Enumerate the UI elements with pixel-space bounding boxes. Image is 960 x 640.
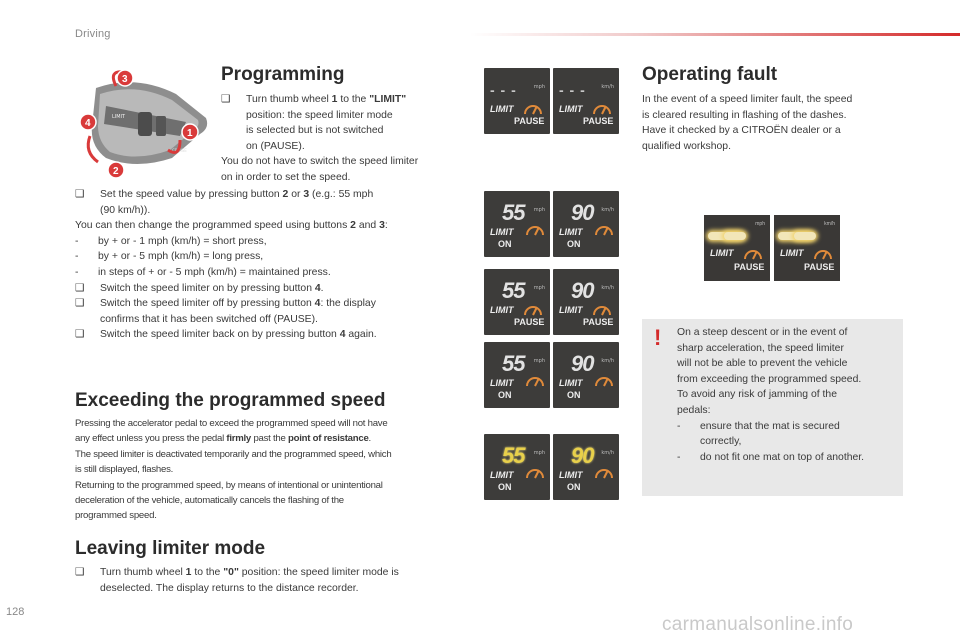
speed-limiter-stalk-illustration	[76, 66, 214, 178]
page-number: 128	[6, 606, 25, 618]
callout-1-label: 1	[187, 128, 193, 139]
display-on-55-mph-2: 55 mph LIMIT ON	[484, 342, 550, 408]
limiter-gauge-icon	[812, 245, 834, 263]
limiter-gauge-icon	[524, 372, 546, 390]
leaving-heading: Leaving limiter mode	[75, 538, 266, 559]
checkbox-marker: ❑	[75, 189, 85, 200]
limiter-gauge-icon	[742, 245, 764, 263]
limiter-gauge-icon	[522, 100, 544, 118]
programming-instructions: ❑ Set the speed value by pressing button 2 or 3 (e.g.: 55 mph (90 km/h)). You can then change the programmed speed using buttons 2 and 3: - by + or - 1 mph (km/h) = short press, - by + or - 5 mph (km/h) = long press, - in steps of + or - 5 mph (km/h) = maintained press. ❑ Switch the speed limiter on by pressing button 4. ❑ Switch the speed limiter off by pressing button 4: the display confirms that it has been switched off (PAUSE). ❑ Switch the speed limiter back on by pressing button 4 again.	[75, 189, 388, 341]
programming-step-1: ❑ Turn thumb wheel 1 to the "LIMIT" position: the speed limiter mode is selected but is not switched on (PAUSE). You do not have to switch the speed limiter on in order to set the speed.	[221, 94, 419, 183]
svg-text:LIMIT: LIMIT	[112, 114, 126, 120]
limiter-gauge-icon	[593, 221, 615, 239]
warning-box	[642, 319, 903, 496]
limiter-gauge-icon	[591, 100, 613, 118]
callout-2-label: 2	[113, 166, 119, 177]
display-pause-kmh: - - - km/h LIMIT PAUSE	[553, 68, 619, 134]
warning-text: On a steep descent or in the event of sharp acceleration, the speed limiter will not be able to prevent the vehicle from exceeding the programmed speed. To avoid any risk of jamming of the pedals: - ensure that the mat is secured correctly, - do not fit one mat on top of another.	[677, 327, 865, 463]
display-on-90-kmh: 90 km/h LIMIT ON	[553, 191, 619, 257]
callout-4-label: 4	[85, 118, 91, 129]
fault-heading: Operating fault	[642, 64, 778, 85]
display-on-55-mph: 55 mph LIMIT ON	[484, 191, 550, 257]
fault-text: In the event of a speed limiter fault, the speed is cleared resulting in flashing of the dashes. Have it checked by a CITROËN dealer or a qualified workshop.	[642, 94, 853, 152]
display-fault-mph: mph LIMIT PAUSE	[704, 215, 770, 281]
section-title: Driving	[75, 28, 111, 40]
warning-icon: !	[654, 325, 662, 350]
limiter-gauge-icon	[522, 301, 544, 319]
callout-3-label: 3	[122, 74, 128, 85]
exceeding-heading: Exceeding the programmed speed	[75, 390, 386, 411]
svg-text:CRUISE: CRUISE	[172, 148, 187, 153]
leaving-text: ❑ Turn thumb wheel 1 to the "0" position: the speed limiter mode is deselected. The display returns to the distance recorder.	[75, 567, 399, 594]
display-pause-55-mph: 55 mph LIMIT PAUSE	[484, 269, 550, 335]
display-fault-kmh: km/h LIMIT PAUSE	[774, 215, 840, 281]
header-rule	[470, 33, 960, 36]
checkbox-marker: ❑	[221, 94, 231, 105]
display-on-90-kmh-2: 90 km/h LIMIT ON	[553, 342, 619, 408]
display-pause-90-kmh: 90 km/h LIMIT PAUSE	[553, 269, 619, 335]
limiter-gauge-icon	[591, 301, 613, 319]
limiter-gauge-icon	[593, 372, 615, 390]
display-flashing-55-mph: 55 mph LIMIT ON	[484, 434, 550, 500]
limiter-gauge-icon	[524, 221, 546, 239]
display-flashing-90-kmh: 90 km/h LIMIT ON	[553, 434, 619, 500]
limiter-gauge-icon	[593, 464, 615, 482]
programming-heading: Programming	[221, 64, 345, 85]
display-pause-mph: - - - mph LIMIT PAUSE	[484, 68, 550, 134]
limiter-gauge-icon	[524, 464, 546, 482]
watermark: carmanualsonline.info	[662, 614, 854, 635]
exceeding-text: Pressing the accelerator pedal to exceed the programmed speed will not have any effect unless you press the pedal firmly past the point of resistance. The speed limiter is deactivated temporarily and the programmed speed, which is still displayed, flashes. Returning to the programmed speed, by means of intentional or unintentional deceleration of the vehicle, automatically cancels the flashing of the programmed speed.	[75, 418, 392, 522]
